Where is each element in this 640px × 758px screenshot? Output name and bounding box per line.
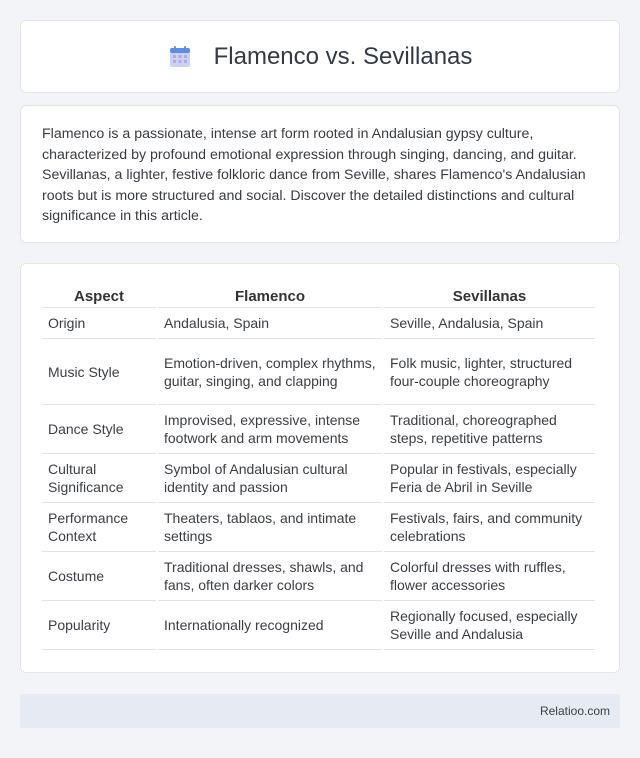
cell-sevillanas: Regionally focused, especially Seville and Andalusia (384, 601, 595, 650)
table-row (42, 601, 595, 650)
footer (20, 694, 620, 728)
table-row (42, 405, 595, 454)
cell-sevillanas: Folk music, lighter, structured four-couple choreography (384, 339, 595, 405)
cell-sevillanas: Festivals, fairs, and community celebrations (384, 503, 595, 552)
table-row (42, 552, 595, 601)
title-card (20, 20, 620, 93)
cell-flamenco: Andalusia, Spain (158, 308, 382, 339)
cell-sevillanas: Popular in festivals, especially Feria de Abril in Seville (384, 454, 595, 503)
table-row (42, 503, 595, 552)
cell-sevillanas: Seville, Andalusia, Spain (384, 308, 595, 339)
cell-sevillanas: Colorful dresses with ruffles, flower accessories (384, 552, 595, 601)
table-row (42, 339, 595, 405)
cell-flamenco: Improvised, expressive, intense footwork and arm movements (158, 405, 382, 454)
title-wrap (168, 43, 473, 71)
page-title: Flamenco vs. Sevillanas (213, 42, 473, 70)
intro-card (20, 105, 620, 243)
header-sevillanas: Sevillanas (384, 285, 595, 308)
intro-paragraph: Flamenco is a passionate, intense art form rooted in Andalusian gypsy culture, characterized by profound emotional expression through singing, dancing, and guitar. Sevillanas, a lighter, festive folkloric dance from Seville, shares Flamenco's Andalusian roots but is more structured and social. Discover the detailed distinctions and cultural significance in this article. (42, 126, 586, 224)
footer-site-link[interactable]: Relatioo.com (539, 704, 610, 718)
cell-aspect: Origin (42, 308, 156, 339)
cell-aspect: Dance Style (42, 405, 156, 454)
cell-flamenco: Traditional dresses, shawls, and fans, often darker colors (158, 552, 382, 601)
cell-flamenco: Symbol of Andalusian cultural identity and passion (158, 454, 382, 503)
cell-flamenco: Theaters, tablaos, and intimate settings (158, 503, 382, 552)
comparison-card (20, 263, 620, 673)
comparison-table (40, 285, 597, 650)
calendar-icon (168, 45, 192, 69)
cell-aspect: Popularity (42, 601, 156, 650)
header-flamenco: Flamenco (158, 285, 382, 308)
cell-aspect: Performance Context (42, 503, 156, 552)
header-aspect: Aspect (42, 285, 156, 308)
cell-aspect: Costume (42, 552, 156, 601)
table-row (42, 308, 595, 339)
cell-aspect: Music Style (42, 339, 156, 405)
cell-flamenco: Internationally recognized (158, 601, 382, 650)
cell-flamenco: Emotion-driven, complex rhythms, guitar, singing, and clapping (158, 339, 382, 405)
table-row (42, 454, 595, 503)
table-header-row (42, 285, 595, 308)
cell-aspect: Cultural Significance (42, 454, 156, 503)
cell-sevillanas: Traditional, choreographed steps, repetitive patterns (384, 405, 595, 454)
